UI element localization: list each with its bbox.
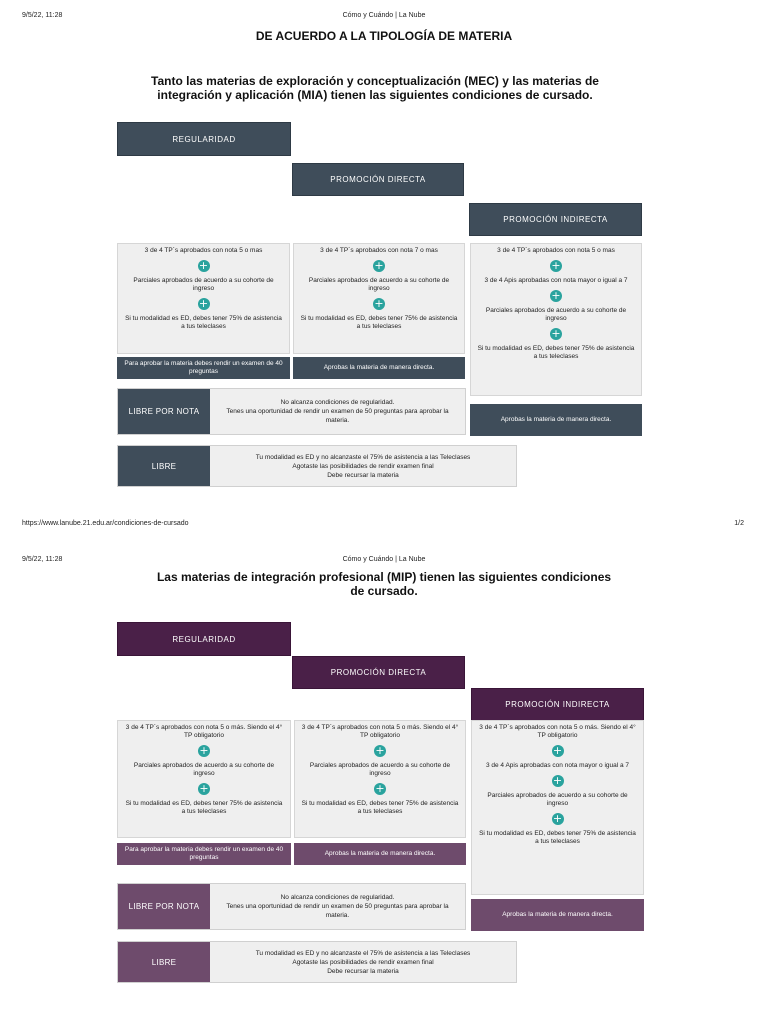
libre-label: LIBRE xyxy=(118,446,210,486)
card-line: Parciales aprobados de acuerdo a su cohorte de ingreso xyxy=(308,277,450,292)
card-line: Si tu modalidad es ED, debes tener 75% de asistencia a tus teleclases xyxy=(477,345,635,360)
plus-circle-icon: + xyxy=(198,297,209,310)
card-line: Si tu modalidad es ED, debes tener 75% de asistencia a tus teleclases xyxy=(125,315,282,330)
card-line: Parciales aprobados de acuerdo a su cohorte de ingreso xyxy=(133,277,274,292)
card-line: 3 de 4 TP´s aprobados con nota 7 o mas xyxy=(320,247,438,254)
note-regularidad: Para aprobar la materia debes rendir un examen de 40 preguntas xyxy=(117,357,290,379)
card-regularidad xyxy=(117,720,291,838)
row-line: Agotaste las posibilidades de rendir examen final xyxy=(292,958,434,966)
section-title: DE ACUERDO A LA TIPOLOGÍA DE MATERIA xyxy=(255,29,513,43)
row-line: Debe recursar la materia xyxy=(327,471,399,479)
plus-circle-icon: + xyxy=(375,782,385,795)
card-line: 3 de 4 Apis aprobadas con nota mayor o igual a 7 xyxy=(484,277,628,284)
libre-text xyxy=(210,446,516,486)
plus-circle-icon: + xyxy=(374,297,384,310)
row-libre-por-nota xyxy=(117,388,466,435)
card-line: Parciales aprobados de acuerdo a su cohorte de ingreso xyxy=(487,792,628,807)
libre-por-nota-text xyxy=(210,884,465,929)
plus-circle-icon: + xyxy=(551,259,561,272)
card-line: 3 de 4 TP´s aprobados con nota 5 o más. Siendo el 4° TP obligatorio xyxy=(125,724,283,739)
print-page-title: Cómo y Cuándo | La Nube xyxy=(342,556,426,563)
plus-circle-icon: + xyxy=(552,812,563,825)
card-line: Si tu modalidad es ED, debes tener 75% de asistencia a tus teleclases xyxy=(300,315,458,330)
libre-por-nota-text xyxy=(210,389,465,434)
plus-circle-icon: + xyxy=(198,259,209,272)
libre-label: LIBRE xyxy=(118,942,210,982)
card-promocion-directa xyxy=(293,243,465,354)
row-line: Agotaste las posibilidades de rendir examen final xyxy=(292,462,434,470)
row-line: Tenes una oportunidad de rendir un examen de 50 preguntas para aprobar la materia. xyxy=(226,903,449,919)
plus-circle-icon: + xyxy=(375,744,385,757)
libre-text xyxy=(210,942,516,982)
card-line: 3 de 4 TP´s aprobados con nota 5 o más. Siendo el 4° TP obligatorio xyxy=(301,724,459,739)
row-line: Tu modalidad es ED y no alcanzaste el 75% de asistencia a las Teleclases xyxy=(255,949,471,957)
note-regularidad: Para aprobar la materia debes rendir un examen de 40 preguntas xyxy=(117,843,291,865)
plus-circle-icon: + xyxy=(551,289,561,302)
card-promocion-directa xyxy=(294,720,466,838)
print-date: 9/5/22, 11:28 xyxy=(22,556,63,563)
card-line: Si tu modalidad es ED, debes tener 75% de asistencia a tus teleclases xyxy=(479,830,636,845)
card-line: Si tu modalidad es ED, debes tener 75% de asistencia a tus teleclases xyxy=(125,800,283,815)
card-promocion-indirecta xyxy=(470,243,642,396)
row-libre-por-nota xyxy=(117,883,466,930)
card-line: 3 de 4 TP´s aprobados con nota 5 o mas xyxy=(144,247,263,254)
row-line: No alcanza condiciones de regularidad. xyxy=(280,894,395,901)
plus-circle-icon: + xyxy=(552,744,563,757)
card-line: 3 de 4 TP´s aprobados con nota 5 o más. Siendo el 4° TP obligatorio xyxy=(479,724,636,739)
note-promocion-directa: Aprobas la materia de manera directa. xyxy=(293,357,465,379)
footer-page-number: 1/2 xyxy=(734,520,744,527)
intro-paragraph: Tanto las materias de exploración y conceptualización (MEC) y las materias de integración y aplicación (MIA) tienen las siguientes condiciones de cursado. xyxy=(151,74,599,102)
row-libre xyxy=(117,941,517,983)
note-promocion-indirecta: Aprobas la materia de manera directa. xyxy=(470,404,642,436)
card-line: Si tu modalidad es ED, debes tener 75% de asistencia a tus teleclases xyxy=(301,800,459,815)
card-line: 3 de 4 TP´s aprobados con nota 5 o mas xyxy=(497,247,615,254)
row-line: Debe recursar la materia xyxy=(327,967,399,975)
plus-circle-icon: + xyxy=(199,782,209,795)
badge-regularidad: REGULARIDAD xyxy=(117,622,291,656)
card-regularidad xyxy=(117,243,290,354)
card-promocion-indirecta xyxy=(471,720,644,895)
card-line: Parciales aprobados de acuerdo a su cohorte de ingreso xyxy=(309,762,451,777)
print-page-title: Cómo y Cuándo | La Nube xyxy=(342,12,426,19)
card-line: Parciales aprobados de acuerdo a su cohorte de ingreso xyxy=(485,307,627,322)
badge-promocion-directa: PROMOCIÓN DIRECTA xyxy=(292,163,464,196)
plus-circle-icon: + xyxy=(374,259,384,272)
libre-por-nota-label: LIBRE POR NOTA xyxy=(118,389,210,434)
libre-por-nota-label: LIBRE POR NOTA xyxy=(118,884,210,929)
plus-circle-icon: + xyxy=(551,327,561,340)
row-line: Tu modalidad es ED y no alcanzaste el 75% de asistencia a las Teleclases xyxy=(255,453,471,461)
row-libre xyxy=(117,445,517,487)
row-line: No alcanza condiciones de regularidad. xyxy=(280,399,395,406)
badge-regularidad: REGULARIDAD xyxy=(117,122,291,156)
card-line: Parciales aprobados de acuerdo a su cohorte de ingreso xyxy=(133,762,275,777)
card-line: 3 de 4 Apis aprobadas con nota mayor o igual a 7 xyxy=(485,762,630,769)
note-promocion-directa: Aprobas la materia de manera directa. xyxy=(294,843,466,865)
footer-url: https://www.lanube.21.edu.ar/condiciones-de-cursado xyxy=(22,520,189,527)
row-line: Tenes una oportunidad de rendir un examen de 50 preguntas para aprobar la materia. xyxy=(226,408,449,424)
badge-promocion-indirecta: PROMOCIÓN INDIRECTA xyxy=(471,688,644,721)
plus-circle-icon: + xyxy=(199,744,209,757)
print-date: 9/5/22, 11:28 xyxy=(22,12,63,19)
badge-promocion-directa: PROMOCIÓN DIRECTA xyxy=(292,656,465,689)
intro-paragraph: Las materias de integración profesional (MIP) tienen las siguientes condiciones de cursado. xyxy=(156,570,612,598)
plus-circle-icon: + xyxy=(552,774,563,787)
badge-promocion-indirecta: PROMOCIÓN INDIRECTA xyxy=(469,203,642,236)
note-promocion-indirecta: Aprobas la materia de manera directa. xyxy=(471,899,644,931)
